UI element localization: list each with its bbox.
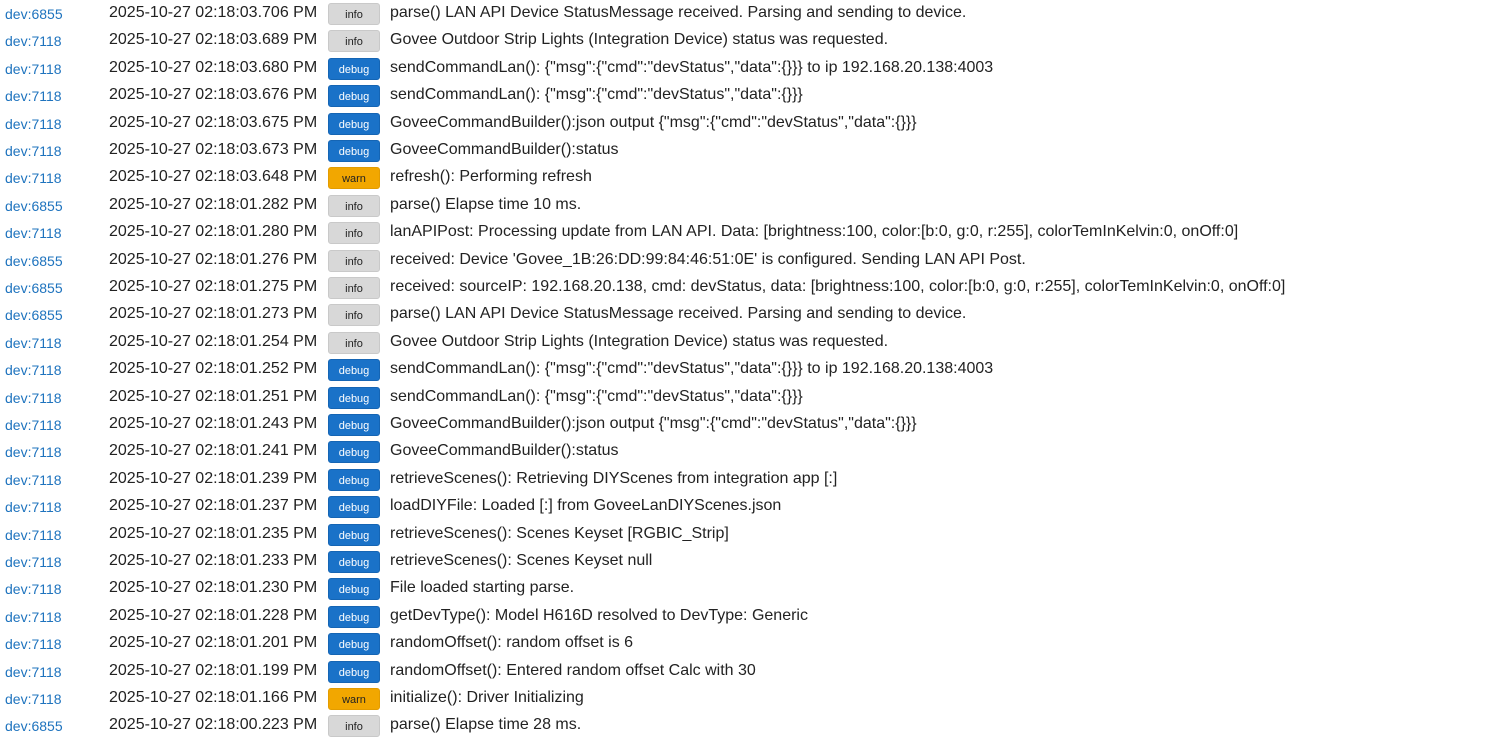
log-message: parse() LAN API Device StatusMessage received. Parsing and sending to device. bbox=[390, 4, 967, 21]
log-row bbox=[0, 164, 1509, 191]
log-level-badge: warn bbox=[328, 688, 380, 710]
log-timestamp: 2025-10-27 02:18:03.680 PM bbox=[109, 58, 318, 76]
log-message: initialize(): Driver Initializing bbox=[390, 689, 584, 706]
log-level-badge: info bbox=[328, 277, 380, 299]
log-timestamp: 2025-10-27 02:18:01.201 PM bbox=[109, 634, 318, 652]
log-message: GoveeCommandBuilder():status bbox=[390, 442, 619, 460]
device-link[interactable]: dev:6855 bbox=[5, 252, 63, 269]
log-timestamp: 2025-10-27 02:18:03.676 PM bbox=[109, 86, 318, 104]
log-timestamp: 2025-10-27 02:18:01.273 PM bbox=[109, 305, 318, 323]
log-row bbox=[0, 466, 1509, 493]
device-link[interactable]: dev:7118 bbox=[5, 471, 62, 488]
log-timestamp: 2025-10-27 02:18:01.199 PM bbox=[109, 661, 318, 679]
log-row bbox=[0, 356, 1509, 383]
log-message: GoveeCommandBuilder():json output {"msg":{"cmd":"devStatus","data":{}}} bbox=[390, 415, 917, 432]
log-timestamp: 2025-10-27 02:18:03.689 PM bbox=[109, 31, 318, 49]
log-timestamp: 2025-10-27 02:18:01.241 PM bbox=[109, 442, 318, 460]
log-row bbox=[0, 630, 1509, 657]
log-row bbox=[0, 685, 1509, 712]
log-level-badge: debug bbox=[328, 633, 380, 655]
log-row bbox=[0, 658, 1509, 685]
log-message: parse() Elapse time 28 ms. bbox=[390, 716, 582, 734]
device-link[interactable]: dev:7118 bbox=[5, 636, 62, 653]
device-link[interactable]: dev:7118 bbox=[5, 143, 62, 159]
log-row bbox=[0, 219, 1509, 246]
device-link[interactable]: dev:7118 bbox=[5, 60, 62, 77]
log-row bbox=[0, 521, 1509, 548]
device-link[interactable]: dev:6855 bbox=[5, 280, 63, 296]
device-link[interactable]: dev:7118 bbox=[5, 554, 62, 570]
log-message: retrieveScenes(): Scenes Keyset null bbox=[390, 552, 653, 569]
log-timestamp: 2025-10-27 02:18:03.648 PM bbox=[109, 168, 318, 186]
log-row bbox=[0, 438, 1509, 465]
log-row bbox=[0, 329, 1509, 356]
log-level-badge: debug bbox=[328, 578, 380, 600]
log-level-badge: info bbox=[328, 30, 380, 52]
device-link[interactable]: dev:7118 bbox=[5, 663, 62, 680]
log-timestamp: 2025-10-27 02:18:00.223 PM bbox=[109, 716, 318, 734]
log-message: received: Device 'Govee_1B:26:DD:99:84:46:51:0E' is configured. Sending LAN API Post. bbox=[390, 250, 1026, 268]
device-link[interactable]: dev:7118 bbox=[5, 88, 62, 105]
device-link[interactable]: dev:7118 bbox=[5, 33, 62, 50]
log-message: parse() Elapse time 10 ms. bbox=[390, 195, 582, 213]
log-timestamp: 2025-10-27 02:18:01.237 PM bbox=[109, 497, 318, 515]
log-message: Govee Outdoor Strip Lights (Integration Device) status was requested. bbox=[390, 332, 889, 350]
log-level-badge: debug bbox=[328, 496, 380, 518]
log-level-badge: debug bbox=[328, 441, 380, 463]
log-row bbox=[0, 192, 1509, 219]
log-row bbox=[0, 82, 1509, 109]
log-level-badge: info bbox=[328, 332, 380, 354]
log-row bbox=[0, 493, 1509, 520]
log-message: sendCommandLan(): {"msg":{"cmd":"devStatus","data":{}}} to ip 192.168.20.138:4003 bbox=[390, 360, 994, 378]
log-timestamp: 2025-10-27 02:18:01.276 PM bbox=[109, 250, 318, 268]
device-link[interactable]: dev:6855 bbox=[5, 307, 63, 324]
log-level-badge: debug bbox=[328, 414, 380, 436]
log-row bbox=[0, 0, 1509, 27]
log-level-badge: warn bbox=[328, 167, 380, 189]
log-timestamp: 2025-10-27 02:18:01.254 PM bbox=[109, 332, 318, 350]
device-link[interactable]: dev:7118 bbox=[5, 170, 62, 187]
log-level-badge: info bbox=[328, 222, 380, 244]
device-link[interactable]: dev:7118 bbox=[5, 362, 62, 379]
log-level-badge: debug bbox=[328, 387, 380, 409]
log-row bbox=[0, 110, 1509, 137]
log-level-badge: debug bbox=[328, 661, 380, 683]
log-message: loadDIYFile: Loaded [:] from GoveeLanDIYScenes.json bbox=[390, 497, 782, 515]
device-link[interactable]: dev:7118 bbox=[5, 389, 62, 406]
log-message: File loaded starting parse. bbox=[390, 579, 575, 597]
log-message: getDevType(): Model H616D resolved to DevType: Generic bbox=[390, 606, 808, 624]
log-timestamp: 2025-10-27 02:18:01.228 PM bbox=[109, 606, 318, 624]
log-level-badge: debug bbox=[328, 524, 380, 546]
log-level-badge: info bbox=[328, 715, 380, 737]
device-link[interactable]: dev:6855 bbox=[5, 718, 63, 735]
log-row bbox=[0, 301, 1509, 328]
device-link[interactable]: dev:7118 bbox=[5, 417, 62, 433]
device-link[interactable]: dev:7118 bbox=[5, 581, 62, 598]
device-link[interactable]: dev:7118 bbox=[5, 225, 62, 242]
log-timestamp: 2025-10-27 02:18:03.675 PM bbox=[109, 113, 318, 131]
log-timestamp: 2025-10-27 02:18:03.673 PM bbox=[109, 141, 318, 158]
device-link[interactable]: dev:7118 bbox=[5, 499, 62, 516]
log-timestamp: 2025-10-27 02:18:01.252 PM bbox=[109, 360, 318, 378]
log-row bbox=[0, 712, 1509, 739]
log-row bbox=[0, 137, 1509, 164]
log-message: received: sourceIP: 192.168.20.138, cmd: devStatus, data: [brightness:100, color:[b:0, g:0, r:255], colorTemInKelvin:0, onOff:0] bbox=[390, 278, 1286, 295]
device-link[interactable]: dev:6855 bbox=[5, 6, 63, 22]
log-message: sendCommandLan(): {"msg":{"cmd":"devStatus","data":{}}} to ip 192.168.20.138:4003 bbox=[390, 58, 994, 76]
log-level-badge: debug bbox=[328, 113, 380, 135]
log-message: randomOffset(): random offset is 6 bbox=[390, 634, 634, 652]
log-level-badge: debug bbox=[328, 58, 380, 80]
device-link[interactable]: dev:6855 bbox=[5, 197, 63, 214]
log-timestamp: 2025-10-27 02:18:03.706 PM bbox=[109, 4, 318, 21]
device-link[interactable]: dev:7118 bbox=[5, 608, 62, 625]
log-message: GoveeCommandBuilder():json output {"msg":{"cmd":"devStatus","data":{}}} bbox=[390, 113, 917, 131]
log-level-badge: debug bbox=[328, 359, 380, 381]
log-timestamp: 2025-10-27 02:18:01.275 PM bbox=[109, 278, 318, 295]
device-link[interactable]: dev:7118 bbox=[5, 115, 62, 132]
log-message: GoveeCommandBuilder():status bbox=[390, 141, 619, 158]
log-level-badge: info bbox=[328, 304, 380, 326]
log-level-badge: info bbox=[328, 195, 380, 217]
device-link[interactable]: dev:7118 bbox=[5, 526, 62, 543]
log-timestamp: 2025-10-27 02:18:01.280 PM bbox=[109, 223, 318, 241]
log-level-badge: info bbox=[328, 250, 380, 272]
log-timestamp: 2025-10-27 02:18:01.230 PM bbox=[109, 579, 318, 597]
log-message: retrieveScenes(): Scenes Keyset [RGBIC_Strip] bbox=[390, 524, 729, 542]
log-level-badge: debug bbox=[328, 140, 380, 162]
log-level-badge: debug bbox=[328, 85, 380, 107]
log-row bbox=[0, 55, 1509, 82]
log-row bbox=[0, 274, 1509, 301]
log-level-badge: debug bbox=[328, 606, 380, 628]
log-level-badge: info bbox=[328, 3, 380, 25]
log-row bbox=[0, 575, 1509, 602]
device-link[interactable]: dev:7118 bbox=[5, 334, 62, 351]
log-row bbox=[0, 247, 1509, 274]
log-message: sendCommandLan(): {"msg":{"cmd":"devStatus","data":{}}} bbox=[390, 387, 803, 405]
log-timestamp: 2025-10-27 02:18:01.282 PM bbox=[109, 195, 318, 213]
log-timestamp: 2025-10-27 02:18:01.251 PM bbox=[109, 387, 318, 405]
log-level-badge: debug bbox=[328, 551, 380, 573]
log-row bbox=[0, 603, 1509, 630]
log-level-badge: debug bbox=[328, 469, 380, 491]
log-message: retrieveScenes(): Retrieving DIYScenes from integration app [:] bbox=[390, 469, 838, 487]
log-timestamp: 2025-10-27 02:18:01.239 PM bbox=[109, 469, 318, 487]
log-timestamp: 2025-10-27 02:18:01.235 PM bbox=[109, 524, 318, 542]
device-link[interactable]: dev:7118 bbox=[5, 444, 62, 461]
log-message: randomOffset(): Entered random offset Calc with 30 bbox=[390, 661, 756, 679]
log-message: sendCommandLan(): {"msg":{"cmd":"devStatus","data":{}}} bbox=[390, 86, 803, 104]
log-message: lanAPIPost: Processing update from LAN API. Data: [brightness:100, color:[b:0, g:0, r:255], colorTemInKelvin:0, onOff:0] bbox=[390, 223, 1239, 241]
log-timestamp: 2025-10-27 02:18:01.233 PM bbox=[109, 552, 318, 569]
log-timestamp: 2025-10-27 02:18:01.243 PM bbox=[109, 415, 318, 432]
device-link[interactable]: dev:7118 bbox=[5, 691, 62, 707]
log-row bbox=[0, 548, 1509, 575]
log-message: Govee Outdoor Strip Lights (Integration Device) status was requested. bbox=[390, 31, 889, 49]
log-row bbox=[0, 384, 1509, 411]
log-row bbox=[0, 411, 1509, 438]
log-row bbox=[0, 27, 1509, 54]
log-message: parse() LAN API Device StatusMessage received. Parsing and sending to device. bbox=[390, 305, 967, 323]
log-message: refresh(): Performing refresh bbox=[390, 168, 592, 186]
log-timestamp: 2025-10-27 02:18:01.166 PM bbox=[109, 689, 318, 706]
